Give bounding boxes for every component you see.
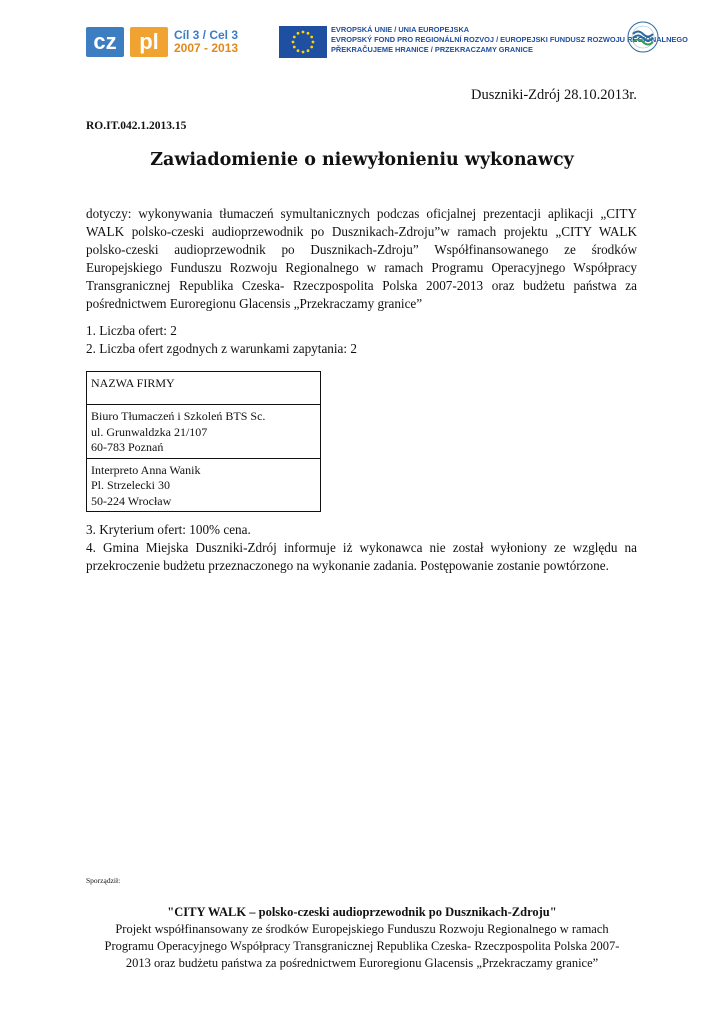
pl-logo-box: pl	[130, 27, 168, 57]
table-header-row	[87, 372, 321, 405]
list-item-valid-offers-count: 2. Liczba ofert zgodnych z warunkami zapytania: 2	[86, 341, 357, 356]
firm-street: ul. Grunwaldzka 21/107	[91, 424, 208, 439]
page-title: Zawiadomienie o niewyłonieniu wykonawcy	[150, 150, 574, 170]
cz-logo-box: cz	[86, 27, 124, 57]
offer-counts	[86, 322, 357, 358]
firms-table	[86, 371, 321, 512]
table-row	[87, 458, 321, 512]
reference-number: RO.IT.042.1.2013.15	[86, 120, 187, 132]
criteria-section	[86, 521, 637, 575]
table-header-cell: NAZWA FIRMY	[87, 372, 321, 405]
eu-line-2: EVROPSKÝ FOND PRO REGIONÁLNÍ ROZVOJ / EUROPEJSKI FUNDUSZ ROZWOJU REGIONALNEGO	[331, 35, 688, 44]
firm-city: 60-783 Poznań	[91, 440, 164, 454]
euroregion-glacensis-logo-icon	[626, 18, 660, 56]
list-item-offers-count: 1. Liczba ofert: 2	[86, 323, 177, 338]
list-item-decision: 4. Gmina Miejska Duszniki-Zdrój informuje iż wykonawca nie został wyłoniony ze względu na przekroczenie budżetu przeznaczonego na wykonanie zadania. Postępowanie zostanie powtórzone.	[86, 540, 637, 573]
table-cell-firm	[87, 458, 321, 512]
table-row	[87, 405, 321, 459]
intro-paragraph: dotyczy: wykonywania tłumaczeń symultanicznych podczas oficjalnej prezentacji aplikacji „CITY WALK polsko-czeski audioprzewodnik po Dusznikach-Zdroju”w ramach projektu „CITY WALK polsko-czeski audioprzewodnik po Dusznikach-Zdroju” Współfinansowanego ze środków Europejskiego Funduszu Rozwoju Regionalnego w ramach Programu Operacyjnego Współpracy Transgranicznej Republika Czeska- Rzeczpospolita Polska 2007-2013 oraz budżetu państwa za pośrednictwem Euroregionu Glacensis „Przekraczamy granice”	[86, 206, 637, 311]
table-cell-firm	[87, 405, 321, 459]
page-footer	[0, 904, 724, 972]
prepared-by-label: Sporządził:	[86, 876, 121, 885]
eu-line-3: PŘEKRAČUJEME HRANICE / PRZEKRACZAMY GRANICE	[331, 45, 533, 54]
firm-street: Pl. Strzelecki 30	[91, 478, 170, 492]
firm-name: Interpreto Anna Wanik	[91, 462, 201, 477]
cil-line-1: Cíl 3 / Cel 3	[174, 28, 239, 42]
cil-logo-text	[174, 29, 238, 55]
cil-line-2: 2007 - 2013	[174, 41, 239, 55]
document-date: Duszniki-Zdrój 28.10.2013r.	[471, 87, 637, 103]
footer-line-3: 2013 oraz budżetu państwa za pośrednictwem Euroregionu Glacensis „Przekraczamy granice”	[125, 956, 599, 970]
eu-flag-icon	[279, 26, 327, 58]
firm-city: 50-224 Wrocław	[91, 493, 172, 508]
cz-pl-logo	[86, 25, 238, 59]
footer-line-1: Projekt współfinansowany ze środków Europejskiego Funduszu Rozwoju Regionalnego w ramach	[115, 922, 609, 936]
footer-line-2: Programu Operacyjnego Współpracy Transgranicznej Republika Czeska- Rzeczpospolita Polska 2007-	[104, 939, 620, 953]
eu-line-1: EVROPSKÁ UNIE / UNIA EUROPEJSKA	[331, 25, 470, 34]
firm-name: Biuro Tłumaczeń i Szkoleń BTS Sc.	[91, 409, 266, 423]
list-item-criterion: 3. Kryterium ofert: 100% cena.	[86, 522, 251, 537]
footer-project-title: "CITY WALK – polsko-czeski audioprzewodnik po Dusznikach-Zdroju"	[167, 905, 557, 919]
